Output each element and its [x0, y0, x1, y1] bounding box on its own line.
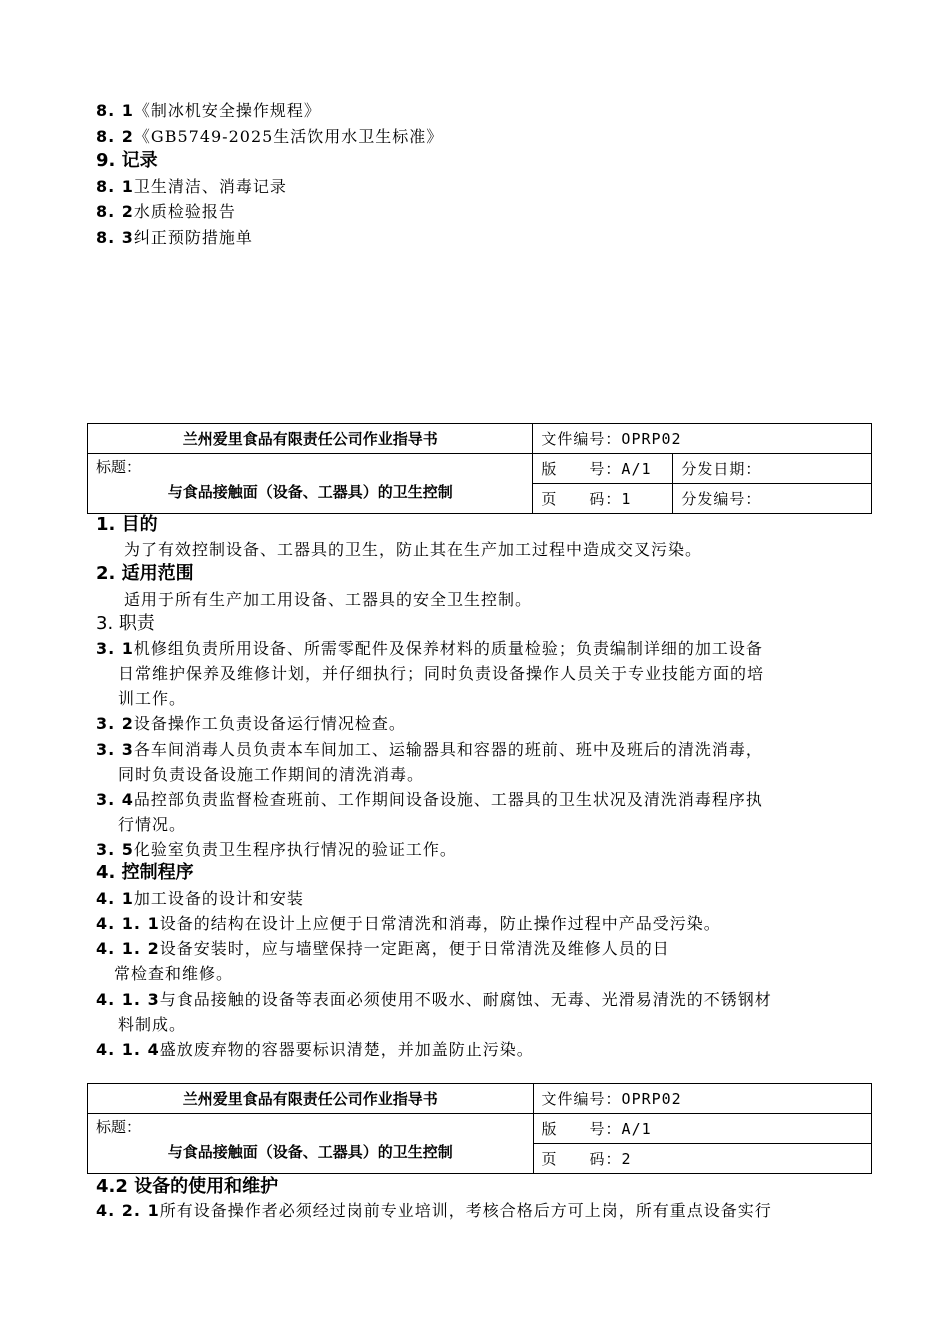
- duty-number: 3. 4: [96, 790, 134, 809]
- procedure-text: 与食品接触的设备等表面必须使用不吸水、耐腐蚀、无毒、光滑易清洗的不锈钢材: [159, 990, 772, 1009]
- record-line-2: [96, 202, 236, 222]
- procedure-text: 所有设备操作者必须经过岗前专业培训，考核合格后方可上岗，所有重点设备实行: [159, 1201, 772, 1220]
- company-title: 兰州爱里食品有限责任公司作业指导书: [88, 1084, 534, 1114]
- ref-text: 《GB5749-2025生活饮用水卫生标准》: [133, 127, 444, 146]
- duty-number: 3. 5: [96, 840, 134, 859]
- record-line-1: [96, 177, 287, 197]
- procedure-text-cont: 常检查和维修。: [114, 964, 234, 983]
- procedure-text: 加工设备的设计和安装: [133, 889, 304, 908]
- duty-text: 设备操作工负责设备运行情况检查。: [133, 714, 406, 733]
- duties-heading: 3. 职责: [96, 613, 155, 634]
- section-4-2-heading: 4.2 设备的使用和维护: [96, 1176, 279, 1197]
- procedure-number: 4. 1. 1: [96, 914, 160, 933]
- procedure-4-1-2: [96, 939, 670, 959]
- issue-date-cell: 分发日期：: [673, 454, 872, 484]
- duty-text: 品控部负责监督检查班前、工作期间设备设施、工器具的卫生状况及清洗消毒程序执: [133, 790, 763, 809]
- duty-3-3: [96, 740, 763, 760]
- duty-text: 机修组负责所用设备、所需零配件及保养材料的质量检验；负责编制详细的加工设备: [133, 639, 763, 658]
- procedure-4-1-1: [96, 914, 721, 934]
- duty-text: 各车间消毒人员负责本车间加工、运输器具和容器的班前、班中及班后的清洗消毒，: [133, 740, 763, 759]
- page-cell: 页 码：2: [533, 1144, 871, 1174]
- purpose-text: 为了有效控制设备、工器具的卫生，防止其在生产加工过程中造成交叉污染。: [124, 540, 703, 559]
- duty-number: 3. 3: [96, 740, 134, 759]
- scope-heading: 2. 适用范围: [96, 563, 194, 584]
- procedure-text: 盛放废弃物的容器要标识清楚，并加盖防止污染。: [159, 1040, 534, 1059]
- procedure-text: 设备安装时，应与墙壁保持一定距离，便于日常清洗及维修人员的日: [159, 939, 670, 958]
- duty-text-cont: 日常维护保养及维修计划，并仔细执行；同时负责设备操作人员关于专业技能方面的培: [118, 664, 765, 683]
- duty-3-1: [96, 639, 763, 659]
- procedure-number: 4. 1. 3: [96, 990, 160, 1009]
- duty-3-5: [96, 840, 457, 860]
- title-label: 标题：: [96, 1118, 142, 1136]
- procedure-number: 4. 2. 1: [96, 1201, 160, 1220]
- duty-text-cont: 行情况。: [118, 815, 187, 834]
- procedure-heading: 4. 控制程序: [96, 862, 194, 883]
- procedure-number: 4. 1: [96, 889, 134, 908]
- scope-text: 适用于所有生产加工用设备、工器具的安全卫生控制。: [124, 590, 533, 609]
- page-cell: 页 码：1: [533, 484, 673, 514]
- subject-cell: [88, 1114, 534, 1174]
- procedure-number: 4. 1. 4: [96, 1040, 160, 1059]
- ref-text: 《制冰机安全操作规程》: [133, 101, 321, 120]
- record-line-3: [96, 228, 253, 248]
- procedure-4-2-1: [96, 1201, 772, 1221]
- ref-number: 8. 2: [96, 127, 134, 146]
- version-cell: 版 号：A/1: [533, 454, 673, 484]
- issue-number-cell: 分发编号：: [673, 484, 872, 514]
- document-header-table-1: [87, 423, 872, 514]
- subject-cell: [88, 454, 533, 514]
- version-cell: 版 号：A/1: [533, 1114, 871, 1144]
- duty-number: 3. 1: [96, 639, 134, 658]
- duty-number: 3. 2: [96, 714, 134, 733]
- record-number: 8. 1: [96, 177, 134, 196]
- procedure-4-1-3: [96, 990, 772, 1010]
- purpose-heading: 1. 目的: [96, 514, 158, 535]
- title-label: 标题：: [96, 458, 142, 476]
- records-heading: 9. 记录: [96, 150, 158, 171]
- procedure-4-1: [96, 889, 304, 909]
- document-header-table-2: [87, 1083, 872, 1174]
- procedure-number: 4. 1. 2: [96, 939, 160, 958]
- duty-text-cont: 训工作。: [118, 689, 187, 708]
- duty-text: 化验室负责卫生程序执行情况的验证工作。: [133, 840, 457, 859]
- document-number: 文件编号：OPRP02: [533, 1084, 871, 1114]
- record-number: 8. 2: [96, 202, 134, 221]
- subject-title: 与食品接触面（设备、工器具）的卫生控制: [167, 483, 453, 501]
- procedure-4-1-4: [96, 1040, 534, 1060]
- procedure-text: 设备的结构在设计上应便于日常清洗和消毒，防止操作过程中产品受污染。: [159, 914, 721, 933]
- duty-3-4: [96, 790, 763, 810]
- document-number: 文件编号：OPRP02: [533, 424, 872, 454]
- duty-text-cont: 同时负责设备设施工作期间的清洗消毒。: [118, 765, 425, 784]
- ref-line-1: [96, 101, 321, 121]
- ref-line-2: [96, 127, 443, 147]
- duty-3-2: [96, 714, 406, 734]
- record-number: 8. 3: [96, 228, 134, 247]
- record-text: 纠正预防措施单: [133, 228, 253, 247]
- record-text: 水质检验报告: [133, 202, 236, 221]
- subject-title: 与食品接触面（设备、工器具）的卫生控制: [167, 1143, 453, 1161]
- record-text: 卫生清洁、消毒记录: [133, 177, 287, 196]
- ref-number: 8. 1: [96, 101, 134, 120]
- company-title: 兰州爱里食品有限责任公司作业指导书: [88, 424, 533, 454]
- procedure-text-cont: 料制成。: [118, 1015, 187, 1034]
